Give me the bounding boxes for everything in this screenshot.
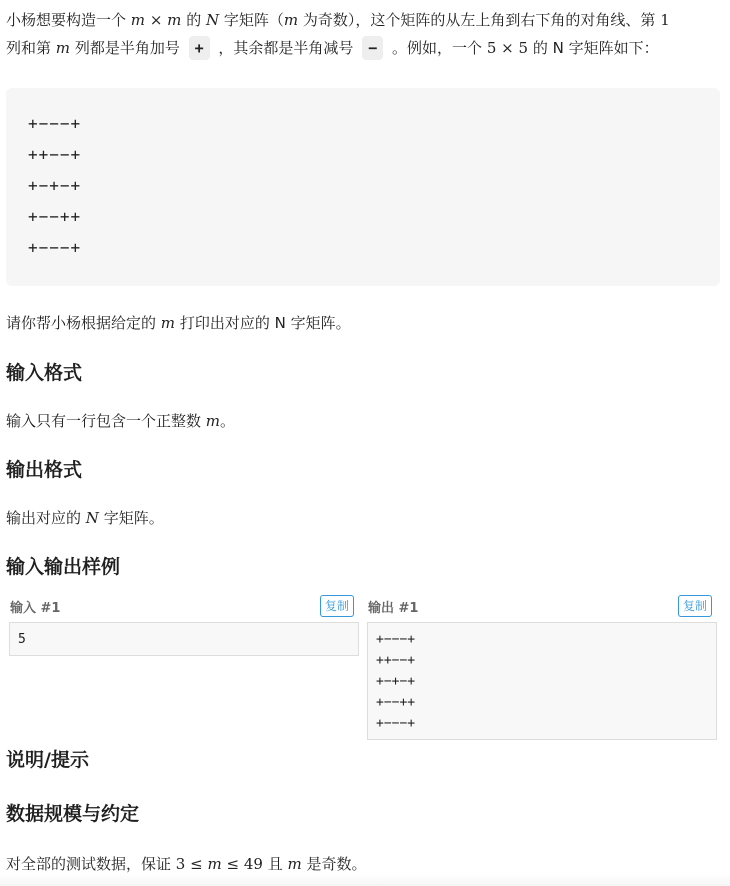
intro-text: 的 N 字矩阵如下：	[532, 39, 659, 57]
math-var: m	[205, 412, 221, 430]
math-var: m	[167, 11, 182, 29]
constraints-title: 数据规模与约定	[6, 803, 140, 825]
math-num: 3	[175, 855, 186, 873]
intro-text: 字矩阵（	[223, 11, 284, 29]
example-code-block	[6, 88, 720, 286]
math-num: 5	[486, 39, 497, 57]
intro-text: 小杨想要构造一个	[6, 11, 127, 29]
request-text: 打印出对应的 N 字矩阵。	[179, 314, 351, 332]
intro-text: 列都是半角加号	[74, 39, 180, 57]
sample-input-box	[9, 622, 359, 656]
constraints-text: 对全部的测试数据，保证	[6, 855, 172, 873]
constraints-text: 是奇数。	[306, 855, 367, 873]
copy-input-button[interactable]: 复制	[320, 595, 354, 617]
math-num: 5	[518, 39, 529, 57]
sample-input-label: 输入 #1	[10, 601, 61, 616]
input-format-paragraph	[6, 407, 724, 435]
output-format-title: 输出格式	[6, 459, 83, 481]
intro-text: 为奇数），这个矩阵的从左上角到右下角的对角线、第	[302, 11, 656, 29]
math-op: ×	[501, 39, 514, 57]
samples-title: 输入输出样例	[6, 556, 121, 578]
output-format-text: 字矩阵。	[103, 509, 164, 527]
request-text: 请你帮小杨根据给定的	[6, 314, 157, 332]
sample-output-line: +−+−+	[376, 674, 416, 689]
request-paragraph	[6, 309, 724, 337]
code-line: ++−−+	[28, 145, 82, 164]
intro-text: 的	[186, 11, 202, 29]
input-format-text: 。	[220, 412, 236, 430]
hint-title: 说明/提示	[6, 749, 89, 771]
minus-code: −	[362, 36, 383, 60]
math-var: m	[130, 11, 146, 29]
math-var: m	[55, 39, 71, 57]
plus-code: +	[189, 36, 210, 60]
sample-output-box	[367, 622, 717, 740]
code-line: +−+−+	[28, 176, 82, 195]
math-var: m	[207, 855, 222, 873]
math-var: m	[160, 314, 176, 332]
sample-output-line: ++−−+	[376, 653, 416, 668]
output-format-paragraph	[6, 504, 724, 532]
problem-intro	[6, 6, 724, 62]
copy-output-button[interactable]: 复制	[678, 595, 712, 617]
intro-text: ，其余都是半角减号	[218, 39, 354, 57]
sample-output-line: +−−−+	[376, 632, 416, 647]
math-var: m	[287, 855, 302, 873]
math-op: ×	[149, 11, 163, 29]
intro-text: 。例如，一个	[392, 39, 483, 57]
code-line: +−−−+	[28, 114, 82, 133]
constraints-text: 且	[267, 855, 283, 873]
code-line: +−−−+	[28, 238, 82, 257]
math-num: 49	[243, 855, 263, 873]
sample-input-value: 5	[18, 632, 26, 647]
math-var: m	[283, 11, 299, 29]
math-var: N	[85, 509, 99, 527]
math-num: 1	[660, 11, 670, 29]
sample-output-line: +−−++	[376, 695, 416, 710]
sample-output-line: +−−−+	[376, 716, 416, 731]
intro-text: 列和第	[6, 39, 52, 57]
code-line: +−−++	[28, 207, 82, 226]
math-op: ≤	[226, 855, 240, 873]
bottom-fade	[0, 874, 730, 886]
input-format-title: 输入格式	[6, 362, 83, 384]
math-var: N	[205, 11, 220, 29]
output-format-text: 输出对应的	[6, 509, 82, 527]
sample-output-label: 输出 #1	[368, 601, 419, 616]
input-format-text: 输入只有一行包含一个正整数	[6, 412, 202, 430]
math-op: ≤	[190, 855, 203, 873]
